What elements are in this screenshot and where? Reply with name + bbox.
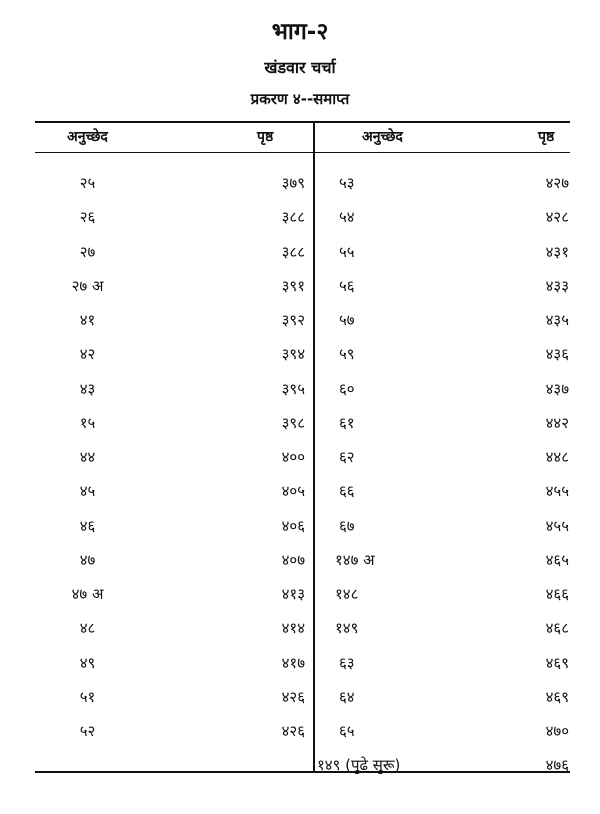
page-number: ४२८ xyxy=(545,208,569,227)
para-number: १४८ xyxy=(335,585,359,603)
page-number: ४४८ xyxy=(545,448,569,466)
table-row xyxy=(55,618,305,652)
para-number: १४७ अ xyxy=(335,550,375,569)
page-number: ४३३ xyxy=(545,276,569,295)
page-number: ४६९ xyxy=(545,653,569,672)
page-number: ४०६ xyxy=(281,516,305,535)
para-number: ४१ xyxy=(79,311,96,329)
table-row xyxy=(55,413,305,447)
para-number: २६ xyxy=(79,208,96,227)
page-number: ४०७ xyxy=(281,550,305,569)
right-para-header: अनुच्छेद xyxy=(362,129,403,145)
page-number: ४१४ xyxy=(281,619,305,638)
page-number: ४१३ xyxy=(281,585,305,603)
page-number: ३९४ xyxy=(281,345,305,364)
table-row xyxy=(55,516,305,550)
page-number: ४२६ xyxy=(281,722,305,740)
page-number: ३९५ xyxy=(281,379,305,398)
table-row xyxy=(55,344,305,378)
page-number: ४३५ xyxy=(545,311,569,329)
table-row xyxy=(55,687,305,721)
page-number: ४३७ xyxy=(545,379,569,398)
para-number: ५४ xyxy=(339,208,355,227)
para-number: ४५ xyxy=(79,482,96,501)
right-page-header: पृष्ठ xyxy=(538,129,555,145)
para-number: २५ xyxy=(79,174,96,192)
page-number: ४६९ xyxy=(545,687,569,706)
page-number: ४५५ xyxy=(545,516,569,535)
table-row xyxy=(317,413,569,447)
para-number: १४९ xyxy=(335,619,359,638)
table-row xyxy=(317,550,569,584)
para-number: १४९ (पुढे सुरू) xyxy=(317,756,401,775)
para-number: ४२ xyxy=(79,345,96,364)
para-number: ६७ xyxy=(339,516,355,535)
page-number: ४४२ xyxy=(545,413,569,432)
left-page-header: पृष्ठ xyxy=(257,129,274,145)
para-number: ४४ xyxy=(79,448,96,466)
para-number: ४३ xyxy=(79,379,96,398)
table-row xyxy=(55,242,305,276)
table-row xyxy=(317,516,569,550)
table-row xyxy=(317,584,569,618)
table-row xyxy=(317,687,569,721)
table-row xyxy=(317,653,569,687)
page-number: ४२६ xyxy=(281,687,305,706)
table-row xyxy=(55,721,305,755)
para-number: ५९ xyxy=(339,345,355,364)
page-number: ४७६ xyxy=(545,756,569,775)
table-row xyxy=(317,242,569,276)
page-number: ४०० xyxy=(281,448,305,466)
table-row xyxy=(55,173,305,207)
page-number: ३९१ xyxy=(281,276,305,295)
para-number: ६३ xyxy=(339,653,355,672)
left-index-column xyxy=(55,173,305,755)
table-row xyxy=(317,207,569,241)
table-header-rule xyxy=(35,152,570,153)
page-number: ४६५ xyxy=(545,550,569,569)
table-row xyxy=(55,447,305,481)
page-number: ४३६ xyxy=(545,345,569,364)
para-number: ५३ xyxy=(339,174,355,192)
table-column-divider xyxy=(313,121,315,771)
page-number: ३८८ xyxy=(281,242,305,261)
table-row xyxy=(317,276,569,310)
para-number: १५ xyxy=(79,413,96,432)
table-row xyxy=(55,207,305,241)
table-row xyxy=(317,344,569,378)
para-number: २७ अ xyxy=(71,276,104,295)
table-row xyxy=(317,721,569,755)
table-row xyxy=(317,173,569,207)
para-number: ६५ xyxy=(339,722,355,740)
table-row xyxy=(317,618,569,652)
table-top-rule xyxy=(35,121,570,123)
para-number: ५१ xyxy=(79,687,96,706)
page-number: ३८८ xyxy=(281,208,305,227)
table-row xyxy=(317,379,569,413)
table-row xyxy=(317,447,569,481)
page-number: ४६६ xyxy=(545,585,569,603)
page-number: ४५५ xyxy=(545,482,569,501)
para-number: ६६ xyxy=(339,482,355,501)
page-number: ३९८ xyxy=(281,413,305,432)
para-number: ४८ xyxy=(79,619,96,638)
table-row xyxy=(55,379,305,413)
page-number: ४१७ xyxy=(281,653,305,672)
para-number: ४७ xyxy=(79,550,96,569)
table-row xyxy=(55,653,305,687)
part-title: भाग-२ xyxy=(271,19,329,45)
page-number: ४०५ xyxy=(281,482,305,501)
table-row xyxy=(317,310,569,344)
para-number: २७ xyxy=(79,242,96,261)
page-number: ४३१ xyxy=(545,242,569,261)
para-number: ४६ xyxy=(79,516,96,535)
para-number: ४७ अ xyxy=(71,585,104,603)
table-row xyxy=(55,276,305,310)
table-row xyxy=(55,481,305,515)
para-number: ६० xyxy=(339,379,355,398)
para-number: ५५ xyxy=(339,242,355,261)
para-number: ६२ xyxy=(339,448,355,466)
table-row xyxy=(55,584,305,618)
page-number: ४२७ xyxy=(545,174,569,192)
para-number: ६१ xyxy=(339,413,355,432)
para-number: ५६ xyxy=(339,276,355,295)
table-row xyxy=(55,550,305,584)
page-number: ४७० xyxy=(545,722,569,740)
table-row xyxy=(55,310,305,344)
section-subtitle: खंडवार चर्चा xyxy=(264,58,336,77)
right-index-column xyxy=(317,173,569,790)
chapter-title: प्रकरण ४--समाप्त xyxy=(250,90,350,108)
left-para-header: अनुच्छेद xyxy=(67,129,108,145)
page-number: ३७९ xyxy=(281,174,305,192)
page-number: ४६८ xyxy=(545,619,569,638)
page-number: ३९२ xyxy=(281,311,305,329)
para-number: ४९ xyxy=(79,653,96,672)
table-row xyxy=(317,755,569,789)
para-number: ६४ xyxy=(339,687,355,706)
para-number: ५२ xyxy=(79,722,96,740)
para-number: ५७ xyxy=(339,311,355,329)
table-row xyxy=(317,481,569,515)
